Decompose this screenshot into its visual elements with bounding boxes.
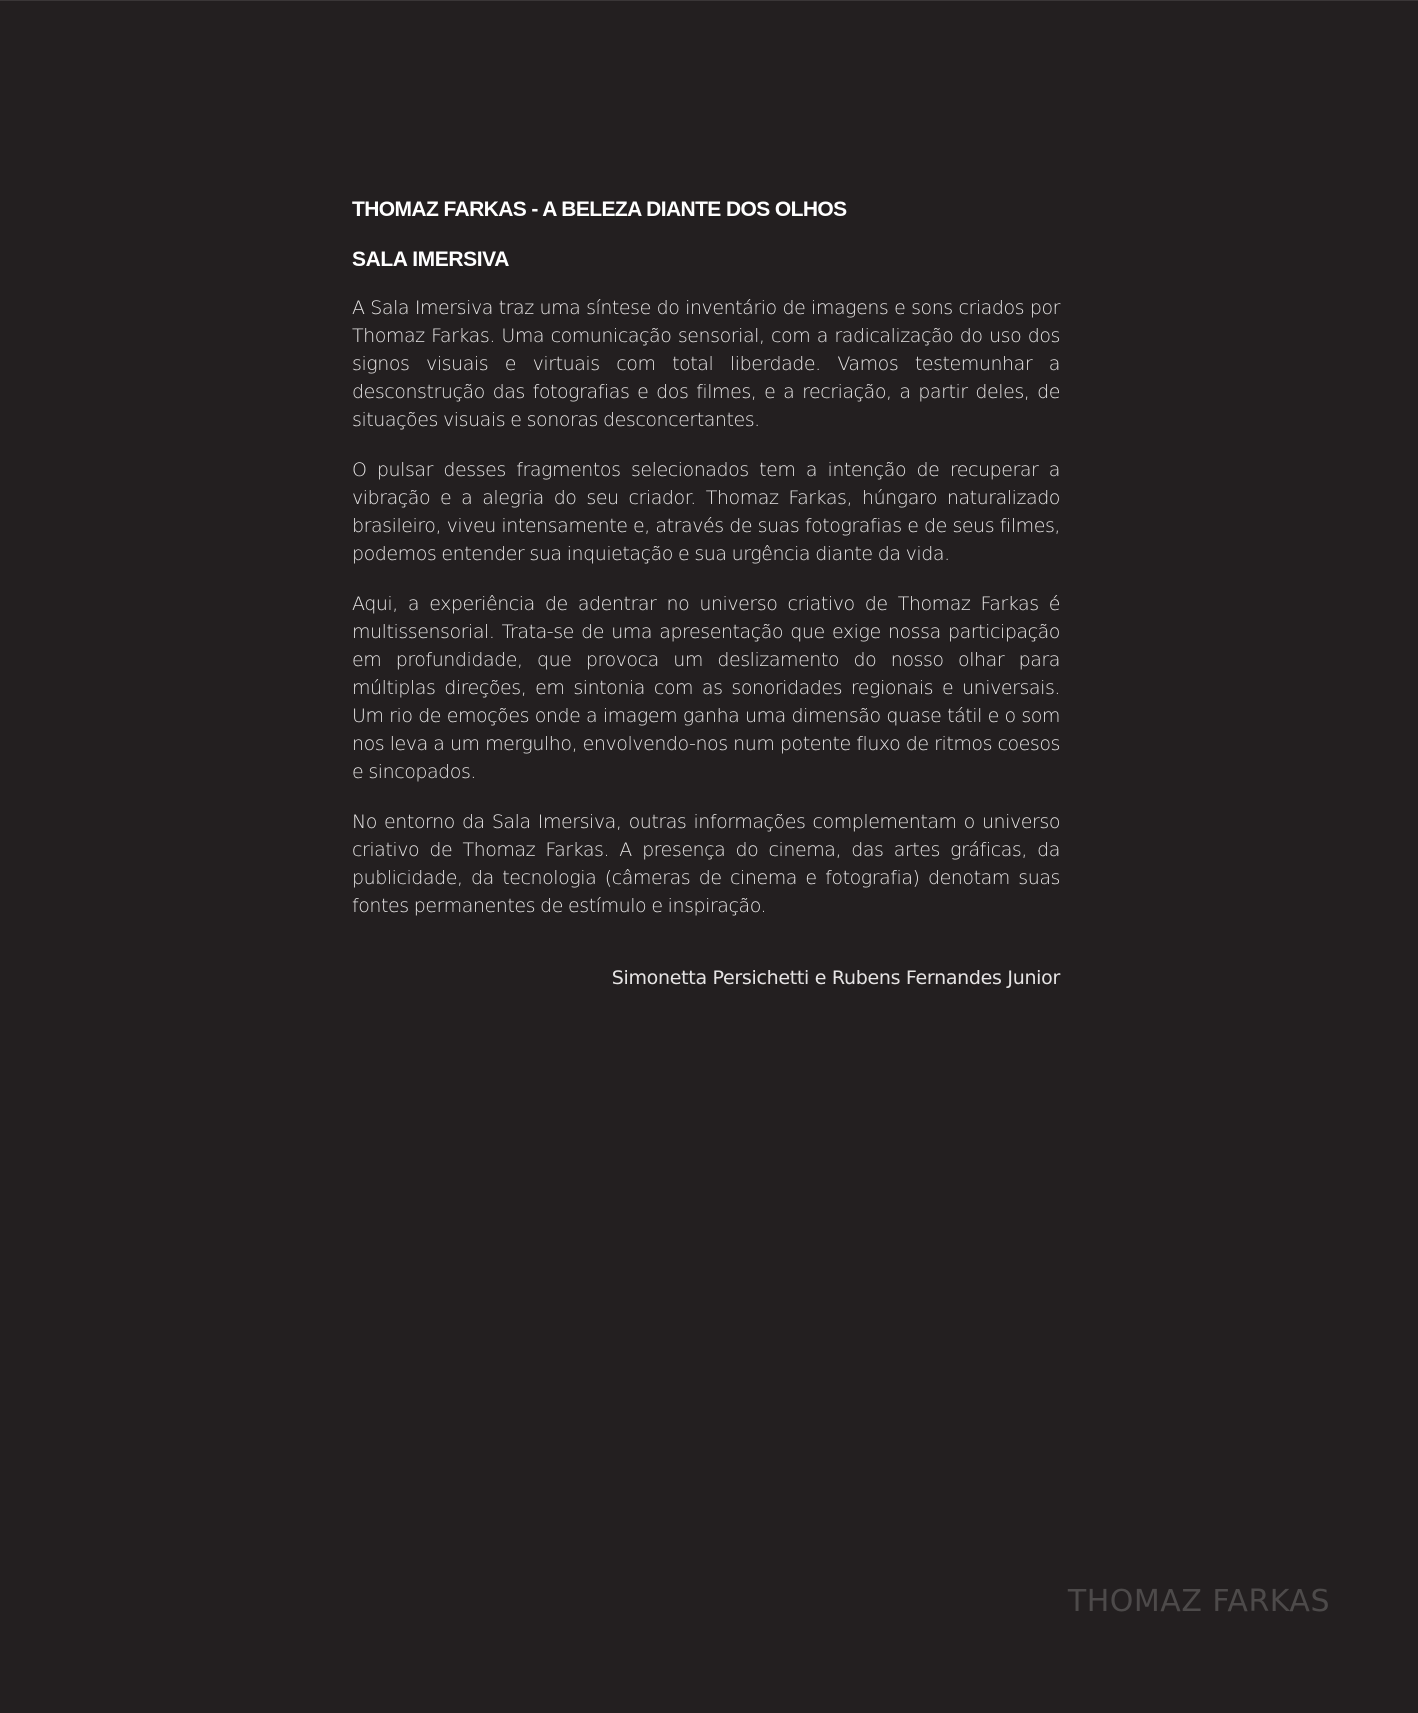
paragraph-1: A Sala Imersiva traz uma síntese do inventário de imagens e sons criados por Thomaz Farkas. Uma comunicação sensorial, com a radicalização do uso dos signos visuais e virtuais com total liberdade. Vamos testemunhar a desconstrução das fotografias e dos filmes, e a recriação, a partir deles, de situações visuais e sonoras desconcertantes. bbox=[352, 297, 1060, 431]
text-column bbox=[352, 196, 1060, 992]
paragraph-4: No entorno da Sala Imersiva, outras informações complementam o universo criativo de Thomaz Farkas. A presença do cinema, das artes gráficas, da publicidade, da tecnologia (câmeras de cinema e fotografia) denotam suas fontes permanentes de estímulo e inspiração. bbox=[352, 811, 1060, 917]
author-signature: Simonetta Persichetti e Rubens Fernandes Junior bbox=[611, 967, 1060, 989]
paragraph-3: Aqui, a experiência de adentrar no universo criativo de Thomaz Farkas é multissensorial. Trata-se de uma apresentação que exige nossa participação em profundidade, que provoca um deslizamento do nosso olhar para múltiplas direções, em sintonia com as sonoridades regionais e universais. Um rio de emoções onde a imagem ganha uma dimensão quase tátil e o som nos leva a um mergulho, envolvendo-nos num potente fluxo de ritmos coesos e sincopados. bbox=[352, 593, 1060, 783]
footer-brand: THOMAZ FARKAS bbox=[1067, 1584, 1330, 1619]
paragraph-2: O pulsar desses fragmentos selecionados tem a intenção de recuperar a vibração e a alegria do seu criador. Thomaz Farkas, húngaro naturalizado brasileiro, viveu intensamente e, através de suas fotografias e de seus filmes, podemos entender sua inquietação e sua urgência diante da vida. bbox=[352, 459, 1060, 565]
top-divider bbox=[0, 0, 1418, 1]
section-subtitle: SALA IMERSIVA bbox=[352, 248, 509, 271]
document-title: THOMAZ FARKAS - A BELEZA DIANTE DOS OLHOS bbox=[352, 198, 847, 221]
